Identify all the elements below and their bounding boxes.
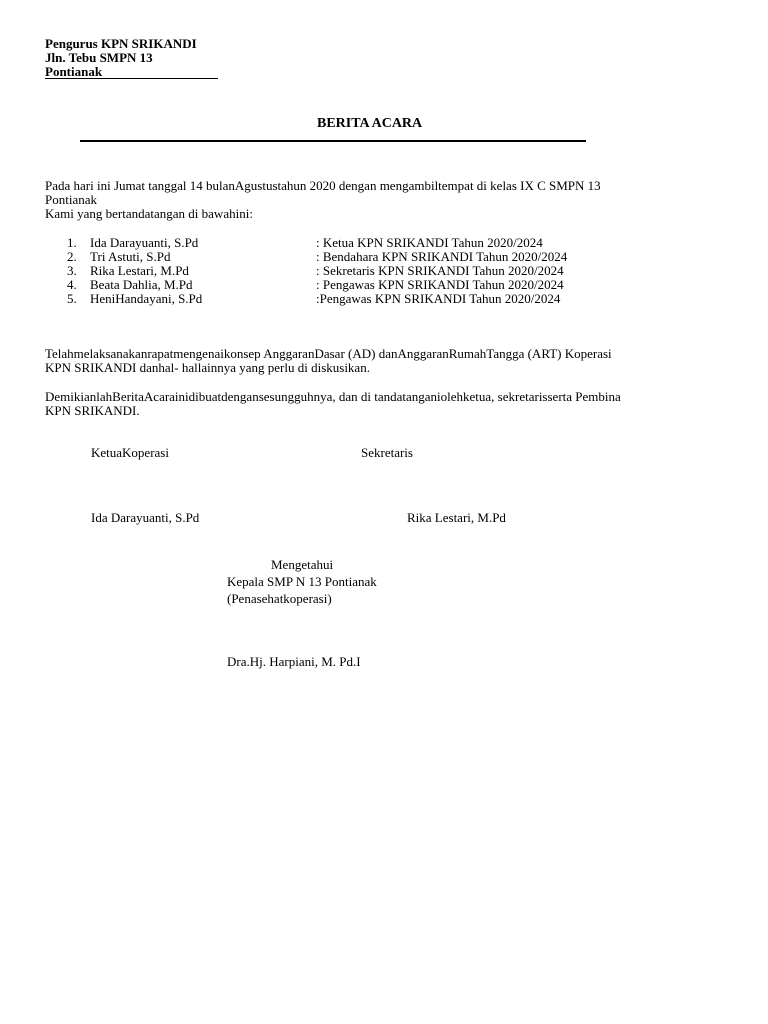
opening-line-3: Kami yang bertandatangan di bawahini: bbox=[45, 206, 253, 221]
sekretaris-signature-title: Sekretaris bbox=[361, 445, 413, 460]
ketua-signature-title: KetuaKoperasi bbox=[91, 445, 169, 460]
header-address: Jln. Tebu SMPN 13 bbox=[45, 50, 153, 65]
list-number: 1. bbox=[67, 235, 77, 250]
sekretaris-signature-name: Rika Lestari, M.Pd bbox=[407, 510, 506, 525]
opening-line-2: Pontianak bbox=[45, 192, 97, 207]
signatory-role: : Bendahara KPN SRIKANDI Tahun 2020/2024 bbox=[316, 249, 568, 264]
title-rule bbox=[80, 140, 586, 142]
signatory-name: Tri Astuti, S.Pd bbox=[90, 249, 171, 264]
signatory-name: Rika Lestari, M.Pd bbox=[90, 263, 189, 278]
header-city: Pontianak bbox=[45, 64, 103, 79]
principal-role: (Penasehatkoperasi) bbox=[227, 591, 332, 606]
signatory-name: Ida Darayuanti, S.Pd bbox=[90, 235, 199, 250]
body-paragraph-2-line-2: KPN SRIKANDI danhal- hallainnya yang perlu di diskusikan. bbox=[45, 360, 370, 375]
opening-line-1: Pada hari ini Jumat tanggal 14 bulanAgustustahun 2020 dengan mengambiltempat di kelas IX C SMPN 13 bbox=[45, 178, 601, 193]
principal-signature-name: Dra.Hj. Harpiani, M. Pd.I bbox=[227, 654, 361, 669]
body-paragraph-2-line-1: Telahmelaksanakanrapatmengenaikonsep AnggaranDasar (AD) danAnggaranRumahTangga (ART) Koperasi bbox=[45, 346, 612, 361]
ketua-signature-name: Ida Darayuanti, S.Pd bbox=[91, 510, 200, 525]
principal-title: Kepala SMP N 13 Pontianak bbox=[227, 574, 377, 589]
signatory-name: HeniHandayani, S.Pd bbox=[90, 291, 203, 306]
signatory-role: : Sekretaris KPN SRIKANDI Tahun 2020/2024 bbox=[316, 263, 564, 278]
body-paragraph-3-line-2: KPN SRIKANDI. bbox=[45, 403, 140, 418]
header-underline bbox=[45, 78, 218, 79]
document-title: BERITA ACARA bbox=[317, 116, 423, 131]
list-number: 4. bbox=[67, 277, 77, 292]
header-organization: Pengurus KPN SRIKANDI bbox=[45, 36, 197, 51]
acknowledged-label: Mengetahui bbox=[271, 557, 334, 572]
signatory-role: : Ketua KPN SRIKANDI Tahun 2020/2024 bbox=[316, 235, 543, 250]
signatory-name: Beata Dahlia, M.Pd bbox=[90, 277, 193, 292]
signatory-role: :Pengawas KPN SRIKANDI Tahun 2020/2024 bbox=[316, 291, 561, 306]
list-number: 3. bbox=[67, 263, 77, 278]
body-paragraph-3-line-1: DemikianlahBeritaAcarainidibuatdengansesungguhnya, dan di tandatanganiolehketua, sekretarisserta Pembina bbox=[45, 389, 621, 404]
list-number: 2. bbox=[67, 249, 77, 264]
signatory-role: : Pengawas KPN SRIKANDI Tahun 2020/2024 bbox=[316, 277, 564, 292]
list-number: 5. bbox=[67, 291, 77, 306]
